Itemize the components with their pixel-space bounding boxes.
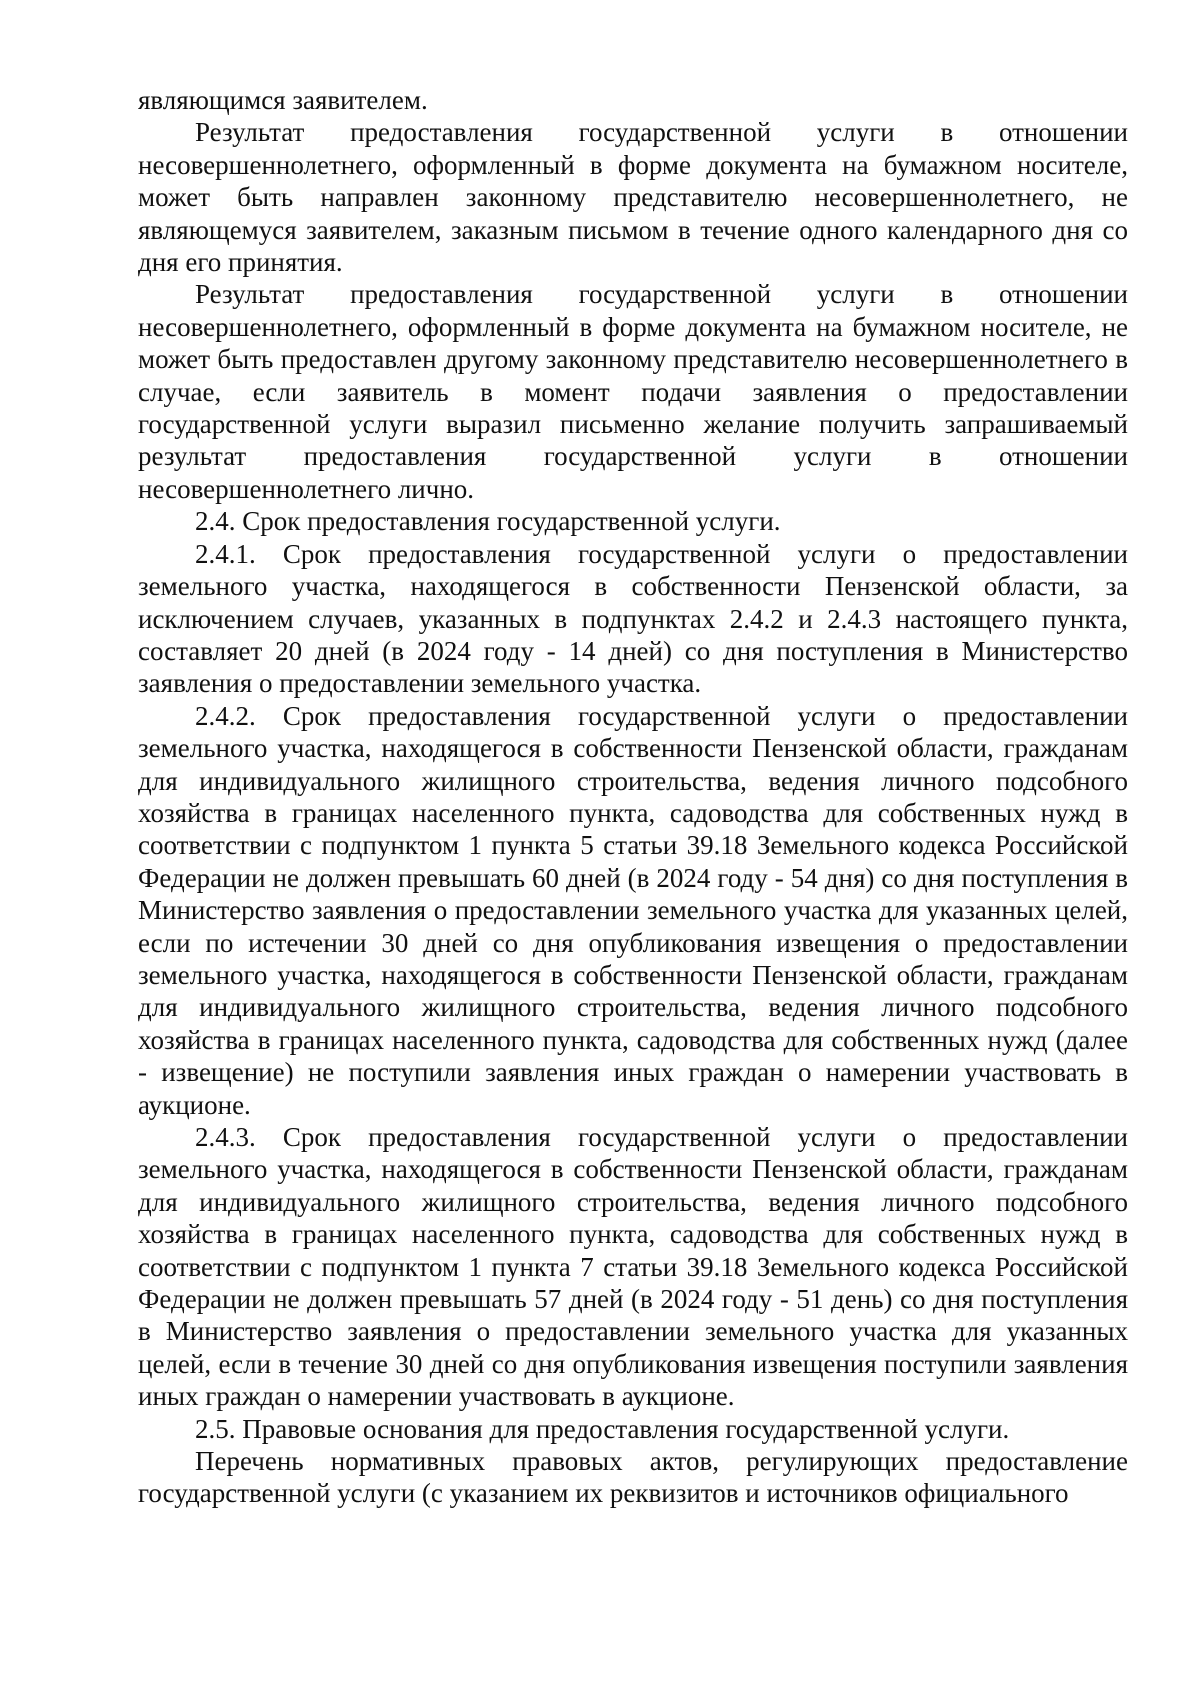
section-heading-2-4: 2.4. Срок предоставления государственной услуги.: [195, 506, 781, 537]
paragraph-legal-acts-list: Перечень нормативных правовых актов, регулирующих предоставление государственной услуги (с указанием их реквизитов и источников официального: [138, 1446, 1128, 1509]
document-page: [138, 84, 1128, 1510]
paragraph-2-4-3: 2.4.3. Срок предоставления государственной услуги о предоставлении земельного участка, находящегося в собственности Пензенской области, гражданам для индивидуального жилищного строительства, ведения личного подсобного хозяйства в границах населенного пункта, садоводства для собственных нужд в соответствии с подпунктом 1 пункта 7 статьи 39.18 Земельного кодекса Российской Федерации не должен превышать 57 дней (в 2024 году - 51 день) со дня поступления в Министерство заявления о предоставлении земельного участка для указанных целей, если в течение 30 дней со дня опубликования извещения поступили заявления иных граждан о намерении участвовать в аукционе.: [138, 1122, 1128, 1412]
paragraph-continuation: являющимся заявителем.: [138, 85, 428, 115]
paragraph-2-4-1: 2.4.1. Срок предоставления государственной услуги о предоставлении земельного участка, находящегося в собственности Пензенской области, за исключением случаев, указанных в подпунктах 2.4.2 и 2.4.3 настоящего пункта, составляет 20 дней (в 2024 году - 14 дней) со дня поступления в Министерство заявления о предоставлении земельного участка.: [138, 538, 1128, 699]
paragraph-2-4-2: 2.4.2. Срок предоставления государственной услуги о предоставлении земельного участка, находящегося в собственности Пензенской области, гражданам для индивидуального жилищного строительства, ведения личного подсобного хозяйства в границах населенного пункта, садоводства для собственных нужд в соответствии с подпунктом 1 пункта 5 статьи 39.18 Земельного кодекса Российской Федерации не должен превышать 60 дней (в 2024 году - 54 дня) со дня поступления в Министерство заявления о предоставлении земельного участка для указанных целей, если по истечении 30 дней со дня опубликования извещения о предоставлении земельного участка, находящегося в собственности Пензенской области, гражданам для индивидуального жилищного строительства, ведения личного подсобного хозяйства в границах населенного пункта, садоводства для собственных нужд (далее - извещение) не поступили заявления иных граждан о намерении участвовать в аукционе.: [138, 700, 1128, 1120]
section-heading-2-5: 2.5. Правовые основания для предоставления государственной услуги.: [195, 1413, 1010, 1444]
paragraph-result-sent-to-representative: Результат предоставления государственной услуги в отношении несовершеннолетнего, оформленный в форме документа на бумажном носителе, может быть направлен законному представителю несовершеннолетнего, не являющемуся заявителем, заказным письмом в течение одного календарного дня со дня его принятия.: [138, 117, 1128, 278]
paragraph-result-not-provided: Результат предоставления государственной услуги в отношении несовершеннолетнего, оформленный в форме документа на бумажном носителе, не может быть предоставлен другому законному представителю несовершеннолетнего в случае, если заявитель в момент подачи заявления о предоставлении государственной услуги выразил письменно желание получить запрашиваемый результат предоставления государственной услуги в отношении несовершеннолетнего лично.: [138, 279, 1128, 504]
